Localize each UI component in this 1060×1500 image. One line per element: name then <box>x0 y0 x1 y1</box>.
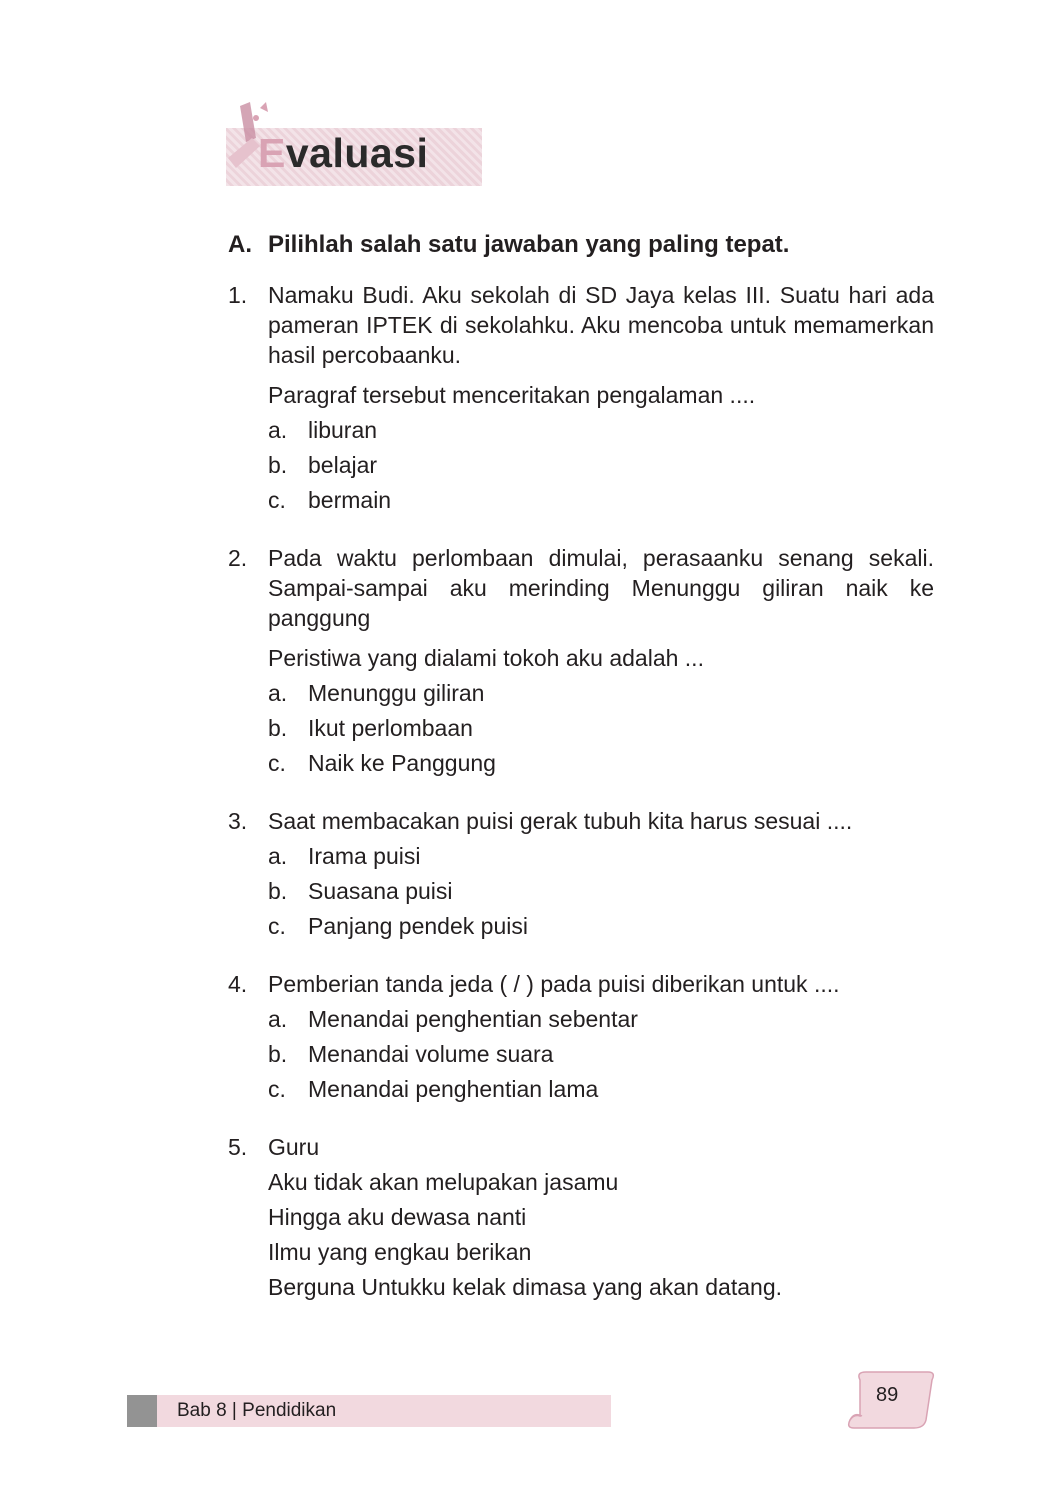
page-title <box>258 130 428 176</box>
option-b[interactable] <box>268 876 934 906</box>
question-text: Namaku Budi. Aku sekolah di SD Jaya kelas III. Suatu hari ada pameran IPTEK di sekolahku. Aku mencoba untuk memamerkan hasil percobaanku. <box>268 282 934 368</box>
option-a[interactable] <box>268 415 934 445</box>
option-text: Naik ke Panggung <box>308 750 496 776</box>
option-text: liburan <box>308 417 378 443</box>
question-3 <box>228 806 934 941</box>
option-text: Panjang pendek puisi <box>308 913 528 939</box>
option-b[interactable] <box>268 713 934 743</box>
option-letter: b. <box>268 715 288 741</box>
option-text: Irama puisi <box>308 843 421 869</box>
footer-bar <box>127 1395 611 1427</box>
chapter-label: Bab 8 | Pendidikan <box>177 1400 337 1421</box>
option-letter: c. <box>268 750 286 776</box>
option-letter: a. <box>268 680 288 706</box>
question-text: Pemberian tanda jeda ( / ) pada puisi diberikan untuk .... <box>268 971 840 997</box>
option-letter: c. <box>268 1076 286 1102</box>
poem-title: Guru <box>268 1134 320 1160</box>
question-number: 2. <box>228 545 248 571</box>
option-b[interactable] <box>268 1039 934 1069</box>
question-2 <box>228 543 934 778</box>
page-number: 89 <box>876 1384 899 1406</box>
option-c[interactable] <box>268 911 934 941</box>
question-number: 1. <box>228 282 248 308</box>
poem-line: Aku tidak akan melupakan jasamu <box>268 1169 619 1195</box>
question-number: 5. <box>228 1134 248 1160</box>
question-number: 4. <box>228 971 248 997</box>
option-a[interactable] <box>268 841 934 871</box>
option-a[interactable] <box>268 678 934 708</box>
option-letter: c. <box>268 487 286 513</box>
option-letter: a. <box>268 843 288 869</box>
evaluation-content <box>228 228 934 1302</box>
section-letter: A. <box>228 231 252 258</box>
option-text: Menandai penghentian sebentar <box>308 1006 638 1032</box>
poem-line: Hingga aku dewasa nanti <box>268 1204 527 1230</box>
question-4 <box>228 969 934 1104</box>
option-c[interactable] <box>268 748 934 778</box>
option-text: belajar <box>308 452 378 478</box>
footer-grey-block <box>127 1395 157 1427</box>
option-letter: a. <box>268 1006 288 1032</box>
option-text: Menandai penghentian lama <box>308 1076 599 1102</box>
option-text: Menandai volume suara <box>308 1041 554 1067</box>
question-prompt: Peristiwa yang dialami tokoh aku adalah ... <box>268 645 704 671</box>
question-text: Saat membacakan puisi gerak tubuh kita harus sesuai .... <box>268 808 853 834</box>
option-text: bermain <box>308 487 392 513</box>
option-text: Menunggu giliran <box>308 680 485 706</box>
question-1 <box>228 280 934 515</box>
poem-line: Berguna Untukku kelak dimasa yang akan datang. <box>268 1274 782 1300</box>
question-number: 3. <box>228 808 248 834</box>
option-c[interactable] <box>268 1074 934 1104</box>
option-letter: c. <box>268 913 286 939</box>
option-letter: b. <box>268 878 288 904</box>
option-text: Suasana puisi <box>308 878 453 904</box>
question-text: Pada waktu perlombaan dimulai, perasaanku senang sekali. Sampai-sampai aku merinding Menunggu giliran naik ke panggung <box>268 545 934 631</box>
section-heading <box>228 228 934 262</box>
option-letter: b. <box>268 1041 288 1067</box>
title-rest: valuasi <box>285 130 429 176</box>
poem-line: Ilmu yang engkau berikan <box>268 1239 532 1265</box>
option-a[interactable] <box>268 1004 934 1034</box>
option-text: Ikut perlombaan <box>308 715 473 741</box>
option-b[interactable] <box>268 450 934 480</box>
section-instruction: Pilihlah salah satu jawaban yang paling tepat. <box>268 231 790 258</box>
option-c[interactable] <box>268 485 934 515</box>
question-prompt: Paragraf tersebut menceritakan pengalaman .... <box>268 382 756 408</box>
question-5 <box>228 1132 934 1302</box>
option-letter: a. <box>268 417 288 443</box>
option-letter: b. <box>268 452 288 478</box>
title-initial: E <box>258 130 286 176</box>
